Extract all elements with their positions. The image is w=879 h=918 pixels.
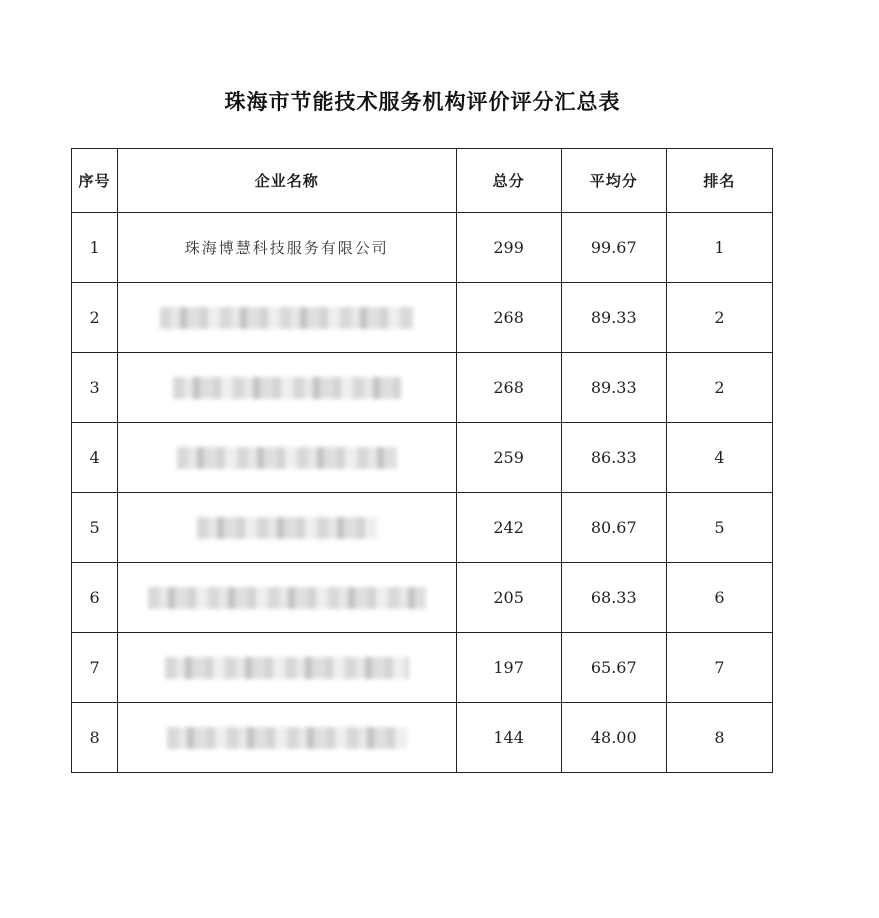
row-rank: 4	[666, 423, 772, 493]
redacted-company-name	[177, 447, 397, 469]
redacted-company-name	[197, 517, 377, 539]
row-company-cell	[118, 493, 456, 563]
redacted-company-name	[173, 377, 401, 399]
row-company-cell	[118, 213, 456, 283]
row-company-cell	[118, 353, 456, 423]
row-total-score: 205	[456, 563, 561, 633]
header-seq: 序号	[72, 149, 118, 213]
score-summary-table	[71, 148, 773, 773]
table-header-row	[72, 149, 773, 213]
row-seq: 4	[72, 423, 118, 493]
row-average-score: 86.33	[561, 423, 666, 493]
row-rank: 6	[666, 563, 772, 633]
row-seq: 2	[72, 283, 118, 353]
table-row	[72, 213, 773, 283]
row-average-score: 80.67	[561, 493, 666, 563]
row-total-score: 299	[456, 213, 561, 283]
row-total-score: 268	[456, 283, 561, 353]
redacted-company-name	[165, 657, 409, 679]
header-rank: 排名	[666, 149, 772, 213]
row-seq: 3	[72, 353, 118, 423]
row-average-score: 68.33	[561, 563, 666, 633]
header-total-score: 总分	[456, 149, 561, 213]
table-row	[72, 493, 773, 563]
row-rank: 5	[666, 493, 772, 563]
row-average-score: 48.00	[561, 703, 666, 773]
document-title: 珠海市节能技术服务机构评价评分汇总表	[224, 90, 621, 114]
row-average-score: 89.33	[561, 283, 666, 353]
row-company-cell	[118, 633, 456, 703]
row-company-cell	[118, 563, 456, 633]
row-rank: 2	[666, 283, 772, 353]
row-rank: 8	[666, 703, 772, 773]
row-seq: 7	[72, 633, 118, 703]
redacted-company-name	[148, 587, 426, 609]
row-average-score: 65.67	[561, 633, 666, 703]
table-row	[72, 353, 773, 423]
row-company-cell	[118, 423, 456, 493]
row-total-score: 144	[456, 703, 561, 773]
row-company-cell	[118, 283, 456, 353]
row-total-score: 242	[456, 493, 561, 563]
row-total-score: 268	[456, 353, 561, 423]
row-seq: 6	[72, 563, 118, 633]
row-seq: 1	[72, 213, 118, 283]
table-row	[72, 563, 773, 633]
row-rank: 2	[666, 353, 772, 423]
row-total-score: 197	[456, 633, 561, 703]
company-name: 珠海博慧科技服务有限公司	[184, 239, 389, 257]
redacted-company-name	[167, 727, 407, 749]
row-seq: 5	[72, 493, 118, 563]
table-row	[72, 633, 773, 703]
row-total-score: 259	[456, 423, 561, 493]
row-rank: 7	[666, 633, 772, 703]
table-row	[72, 703, 773, 773]
row-company-cell	[118, 703, 456, 773]
header-company-name: 企业名称	[118, 149, 456, 213]
header-average-score: 平均分	[561, 149, 666, 213]
row-seq: 8	[72, 703, 118, 773]
redacted-company-name	[160, 307, 414, 329]
row-average-score: 89.33	[561, 353, 666, 423]
row-average-score: 99.67	[561, 213, 666, 283]
table-row	[72, 283, 773, 353]
row-rank: 1	[666, 213, 772, 283]
table-row	[72, 423, 773, 493]
